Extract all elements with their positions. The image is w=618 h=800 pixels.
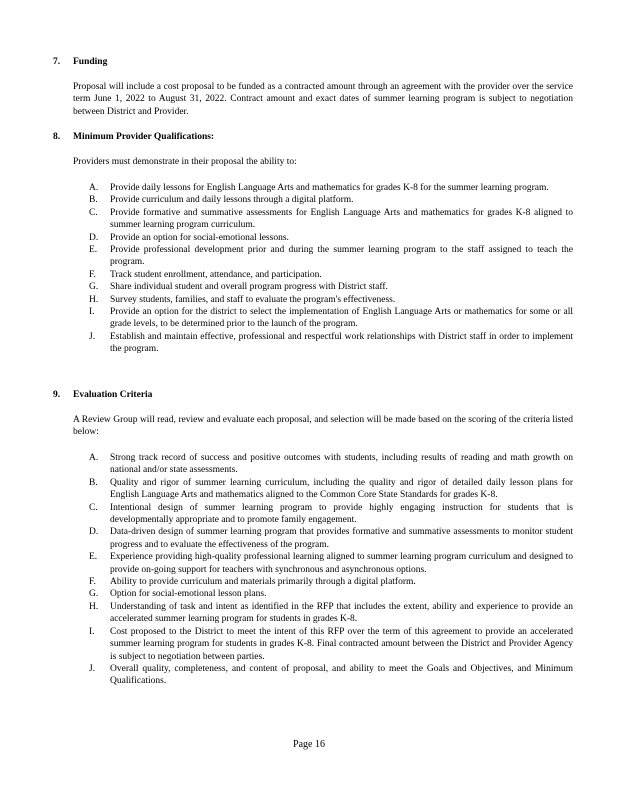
item-letter: E.: [89, 552, 98, 563]
item-letter: H.: [89, 294, 99, 305]
item-letter: I.: [89, 307, 95, 318]
section-number: 8.: [53, 132, 61, 142]
section-heading-qualifications: [53, 131, 214, 143]
item-text: Option for social-emotional lesson plans.: [110, 589, 267, 600]
funding-paragraph: Proposal will include a cost proposal to be funded as a contracted amount through an agreement with the provider over the service term June 1, 2022 to August 31, 2022. Contract amount and exact dates of summer learning program is subject to negotiation between District and Provider.: [73, 82, 573, 117]
item-letter: F.: [89, 269, 96, 280]
list-item: [89, 269, 573, 281]
list-item: [89, 477, 573, 502]
list-item: [89, 244, 573, 269]
item-letter: B.: [89, 477, 98, 488]
item-letter: E.: [89, 245, 98, 256]
item-letter: I.: [89, 626, 95, 637]
list-item: [89, 626, 573, 663]
list-item: [89, 601, 573, 626]
item-letter: A.: [89, 453, 99, 463]
list-item: [89, 663, 573, 688]
item-letter: C.: [89, 207, 98, 218]
item-text: Establish and maintain effective, professional and respectful work relationships with District staff in order to implement the program.: [110, 331, 573, 355]
section-number: 7.: [53, 57, 61, 67]
section-title: Minimum Provider Qualifications:: [73, 132, 215, 142]
item-text: Track student enrollment, attendance, and participation.: [110, 269, 322, 280]
item-text: Strong track record of success and positive outcomes with students, including results of reading and math growth on national and/or state assessments.: [110, 453, 573, 476]
item-text: Survey students, families, and staff to evaluate the program's effectiveness.: [110, 294, 396, 305]
item-letter: J.: [89, 663, 96, 674]
item-letter: G.: [89, 589, 99, 600]
item-text: Provide curriculum and daily lessons through a digital platform.: [110, 195, 354, 206]
list-item: [89, 588, 573, 600]
item-letter: G.: [89, 282, 99, 293]
item-text: Intentional design of summer learning program to provide highly engaging instruction for students that is developmentally appropriate and to promote family engagement.: [110, 502, 573, 526]
item-text: Understanding of task and intent as identified in the RFP that includes the extent, ability and experience to provide an accelerated summer learning program for students in grades K-8.: [110, 601, 573, 625]
section-heading-funding: [53, 56, 107, 68]
list-item: [89, 331, 573, 356]
list-item: [89, 551, 573, 576]
item-text: Provide an option for social-emotional lessons.: [110, 232, 289, 243]
list-item: [89, 452, 573, 477]
item-text: Provide daily lessons for English Language Arts and mathematics for grades K-8 for the summer learning program.: [110, 183, 549, 193]
item-text: Data-driven design of summer learning program that provides formative and summative assessments to monitor student progress and to evaluate the effectiveness of the program.: [110, 527, 573, 550]
list-item: [89, 281, 573, 293]
list-item: [89, 576, 573, 588]
list-item: [89, 526, 573, 551]
item-letter: B.: [89, 195, 98, 206]
item-letter: H.: [89, 601, 99, 612]
item-letter: C.: [89, 502, 98, 513]
list-item: [89, 207, 573, 232]
item-letter: A.: [89, 183, 99, 193]
item-text: Quality and rigor of summer learning curriculum, including the quality and rigor of detailed daily lesson plans for English Language Arts and mathematics aligned to the Common Core State Standards for grades K-8.: [110, 477, 573, 501]
list-item: [89, 194, 573, 206]
section-title: Funding: [73, 57, 108, 67]
item-text: Share individual student and overall program progress with District staff.: [110, 282, 388, 293]
section-number: 9.: [53, 390, 61, 400]
item-text: Provide formative and summative assessments for English Language Arts and mathematics for grades K-8 aligned to summer learning program curriculum.: [110, 207, 573, 231]
item-text: Experience providing high-quality professional learning aligned to summer learning program curriculum and designed to provide on-going support for teachers with synchronous and asynchronous options.: [110, 552, 573, 575]
item-text: Provide professional development prior and during the summer learning program to the staff assigned to teach the program.: [110, 245, 573, 268]
section-title: Evaluation Criteria: [73, 390, 153, 400]
section-heading-evaluation: [53, 389, 152, 401]
item-letter: D.: [89, 232, 99, 243]
list-item: [89, 232, 573, 244]
item-text: Overall quality, completeness, and content of proposal, and ability to meet the Goals and Objectives, and Minimum Qualifications.: [110, 663, 573, 687]
item-text: Ability to provide curriculum and materials primarily through a digital platform.: [110, 577, 416, 588]
evaluation-intro: A Review Group will read, review and evaluate each proposal, and selection will be made based on the scoring of the criteria listed below:: [73, 415, 573, 438]
item-letter: F.: [89, 577, 96, 588]
item-text: Provide an option for the district to select the implementation of English Language Arts or mathematics for some or all grade levels, to be determined prior to the launch of the program.: [110, 307, 573, 330]
evaluation-criteria-list: [89, 452, 573, 688]
list-item: [89, 306, 573, 331]
list-item: [89, 182, 573, 194]
list-item: [89, 294, 573, 306]
list-item: [89, 502, 573, 527]
qualifications-intro: Providers must demonstrate in their proposal the ability to:: [73, 157, 297, 167]
item-letter: D.: [89, 527, 99, 538]
page-number: Page 16: [293, 739, 325, 750]
qualifications-list: [89, 182, 573, 356]
item-text: Cost proposed to the District to meet the intent of this RFP over the term of this agreement to provide an accelerated summer learning program for students in grades K-8. Final contracted amount between the District and Provider Agency is subject to negotiation between parties.: [110, 626, 573, 662]
item-letter: J.: [89, 331, 96, 342]
